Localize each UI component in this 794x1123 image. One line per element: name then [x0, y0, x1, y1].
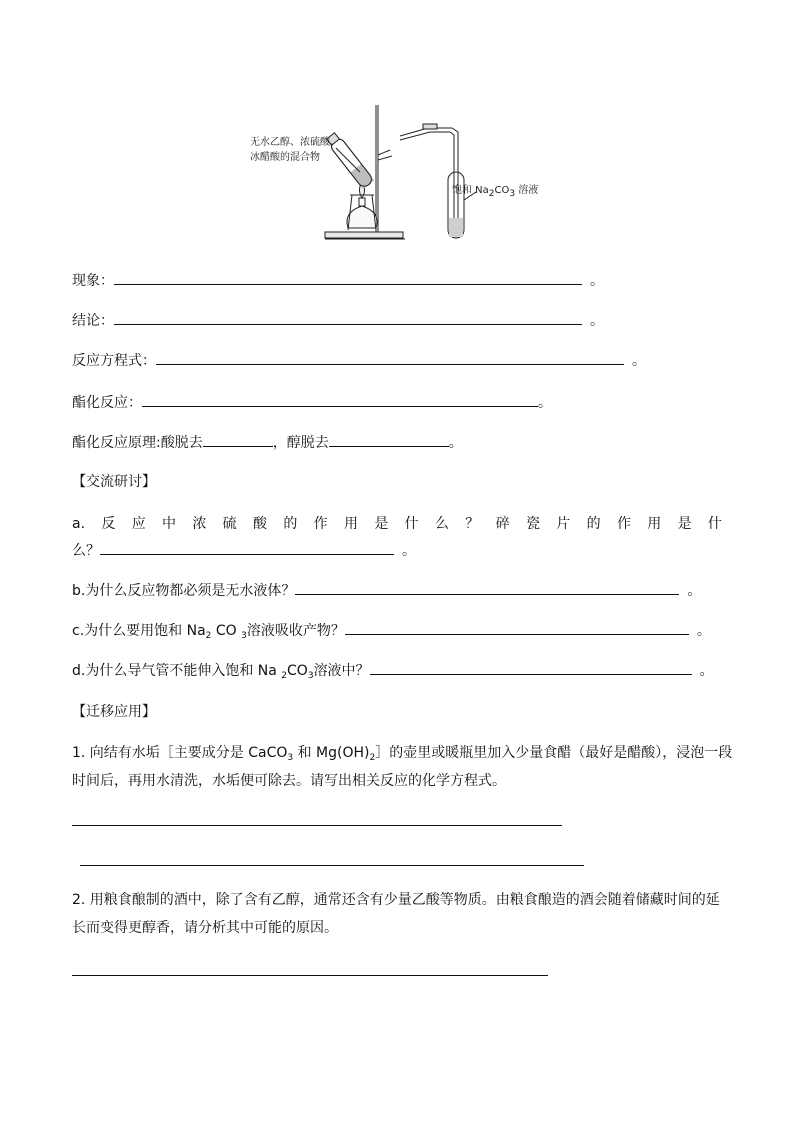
question-a-char: 么 — [434, 516, 449, 532]
solution-label-sub: 2 — [488, 189, 495, 199]
conclusion-row — [72, 310, 604, 331]
question-d-blank[interactable] — [370, 660, 692, 675]
question-a-char: a. — [72, 516, 86, 532]
phenomenon-blank[interactable] — [114, 270, 582, 285]
solution-label-suffix: 溶液 — [515, 185, 539, 196]
question-d-text: d.为什么导气管不能伸入饱和 Na — [72, 663, 282, 679]
solution-label-sub3: 3 — [509, 189, 516, 199]
question-a-char: 的 — [586, 516, 601, 532]
equation-row — [72, 350, 646, 371]
period: 。 — [696, 623, 711, 639]
question-a-char: 瓷 — [525, 516, 540, 532]
question-d-sub: 2 — [281, 671, 288, 681]
question-1-line1 — [72, 743, 732, 768]
solution-label — [452, 183, 538, 202]
question-a-char: 浓 — [192, 516, 207, 532]
question-1-text-c: ］的壶里或暖瓶里加入少量食醋（最好是醋酸），浸泡一段 — [375, 745, 733, 761]
question-d-mid: CO — [287, 663, 308, 679]
reagents-label — [250, 135, 340, 165]
question-2-line1: 2. 用粮食酿制的酒中，除了含有乙醇，通常还含有少量乙酸等物质。由粮食酿造的酒会随着储藏时间的延 — [72, 892, 720, 908]
question-a-char: 反 — [101, 516, 116, 532]
question-c — [72, 620, 711, 646]
conclusion-label: 结论： — [72, 313, 114, 329]
question-d-sub2: 3 — [307, 671, 314, 681]
question-a-char: 硫 — [222, 516, 237, 532]
question-a-char: ？ — [465, 516, 480, 532]
question-1-line2: 时间后，再用水清洗，水垢便可除去。请写出相关反应的化学方程式。 — [72, 773, 506, 789]
question-a-char: 片 — [556, 516, 571, 532]
question-c-mid: CO — [211, 623, 242, 639]
answer-line-3[interactable] — [72, 975, 548, 976]
question-a-char: 用 — [343, 516, 358, 532]
reagents-label-line1: 无水乙醇、浓硫酸、 — [250, 137, 340, 148]
question-c-blank[interactable] — [345, 620, 689, 635]
period: 。 — [590, 313, 604, 329]
solution-label-mid: CO — [494, 185, 510, 196]
apparatus-figure — [240, 100, 590, 248]
period: 。 — [699, 663, 714, 679]
question-d-suffix: 溶液中？ — [313, 663, 370, 679]
period: 。 — [687, 583, 702, 599]
question-b-text: b.为什么反应物都必须是无水液体？ — [72, 583, 296, 599]
mechanism-mid-label: ，醇脱去 — [272, 435, 329, 451]
mechanism-label: 酯化反应原理:酸脱去 — [72, 435, 203, 451]
question-b-blank[interactable] — [295, 580, 679, 595]
question-2-line2: 长而变得更醇香，请分析其中可能的原因。 — [72, 920, 338, 936]
question-a-char: 用 — [647, 516, 662, 532]
acid-removes-blank[interactable] — [203, 432, 273, 447]
question-c-sub: 2 — [205, 631, 212, 641]
question-a-char: 作 — [313, 516, 328, 532]
question-c-suffix: 溶液吸收产物？ — [246, 623, 345, 639]
question-1-sub1: 3 — [287, 753, 294, 763]
question-a-cont: 么？ — [72, 543, 100, 559]
question-a-char: 什 — [707, 516, 722, 532]
period: 。 — [590, 273, 604, 289]
question-a-line1 — [72, 514, 722, 534]
phenomenon-row — [72, 270, 604, 291]
apparatus-drawing — [240, 100, 590, 248]
question-a-char: 是 — [374, 516, 389, 532]
phenomenon-label: 现象： — [72, 273, 114, 289]
answer-line-2[interactable] — [80, 865, 584, 866]
question-1-sub2: 2 — [369, 753, 376, 763]
question-a-char: 作 — [616, 516, 631, 532]
question-a-char: 的 — [283, 516, 298, 532]
application-heading: 【迁移应用】 — [72, 704, 156, 720]
question-a-char: 什 — [404, 516, 419, 532]
question-d — [72, 660, 714, 686]
period: 。 — [402, 543, 416, 559]
question-c-text: c.为什么要用饱和 Na — [72, 623, 206, 639]
question-c-sub2: 3 — [241, 631, 247, 641]
period: 。 — [448, 435, 463, 451]
solution-label-text: 饱和 Na — [452, 185, 489, 196]
question-a-char: 是 — [677, 516, 692, 532]
question-a-blank[interactable] — [100, 540, 394, 555]
question-a-char: 应 — [131, 516, 146, 532]
answer-line-1[interactable] — [72, 825, 562, 826]
question-a-char: 酸 — [253, 516, 267, 532]
mechanism-row — [72, 432, 463, 453]
question-1-text-b: 和 Mg(OH) — [293, 745, 370, 761]
esterification-blank[interactable] — [142, 392, 538, 407]
esterification-label: 酯化反应： — [72, 395, 142, 411]
conclusion-blank[interactable] — [114, 310, 582, 325]
equation-blank[interactable] — [156, 350, 624, 365]
equation-label: 反应方程式： — [72, 353, 156, 369]
esterification-row — [72, 392, 552, 413]
question-a-char: 碎 — [495, 516, 510, 532]
alcohol-removes-blank[interactable] — [329, 432, 449, 447]
question-1-text-a: 1. 向结有水垢［主要成分是 CaCO — [72, 745, 288, 761]
question-a-line2 — [72, 540, 416, 561]
discussion-heading: 【交流研讨】 — [72, 474, 156, 490]
question-a-char: 中 — [162, 516, 177, 532]
reagents-label-line2: 冰醋酸的混合物 — [250, 152, 320, 163]
question-b — [72, 580, 701, 601]
period: 。 — [538, 395, 552, 411]
period: 。 — [632, 353, 646, 369]
